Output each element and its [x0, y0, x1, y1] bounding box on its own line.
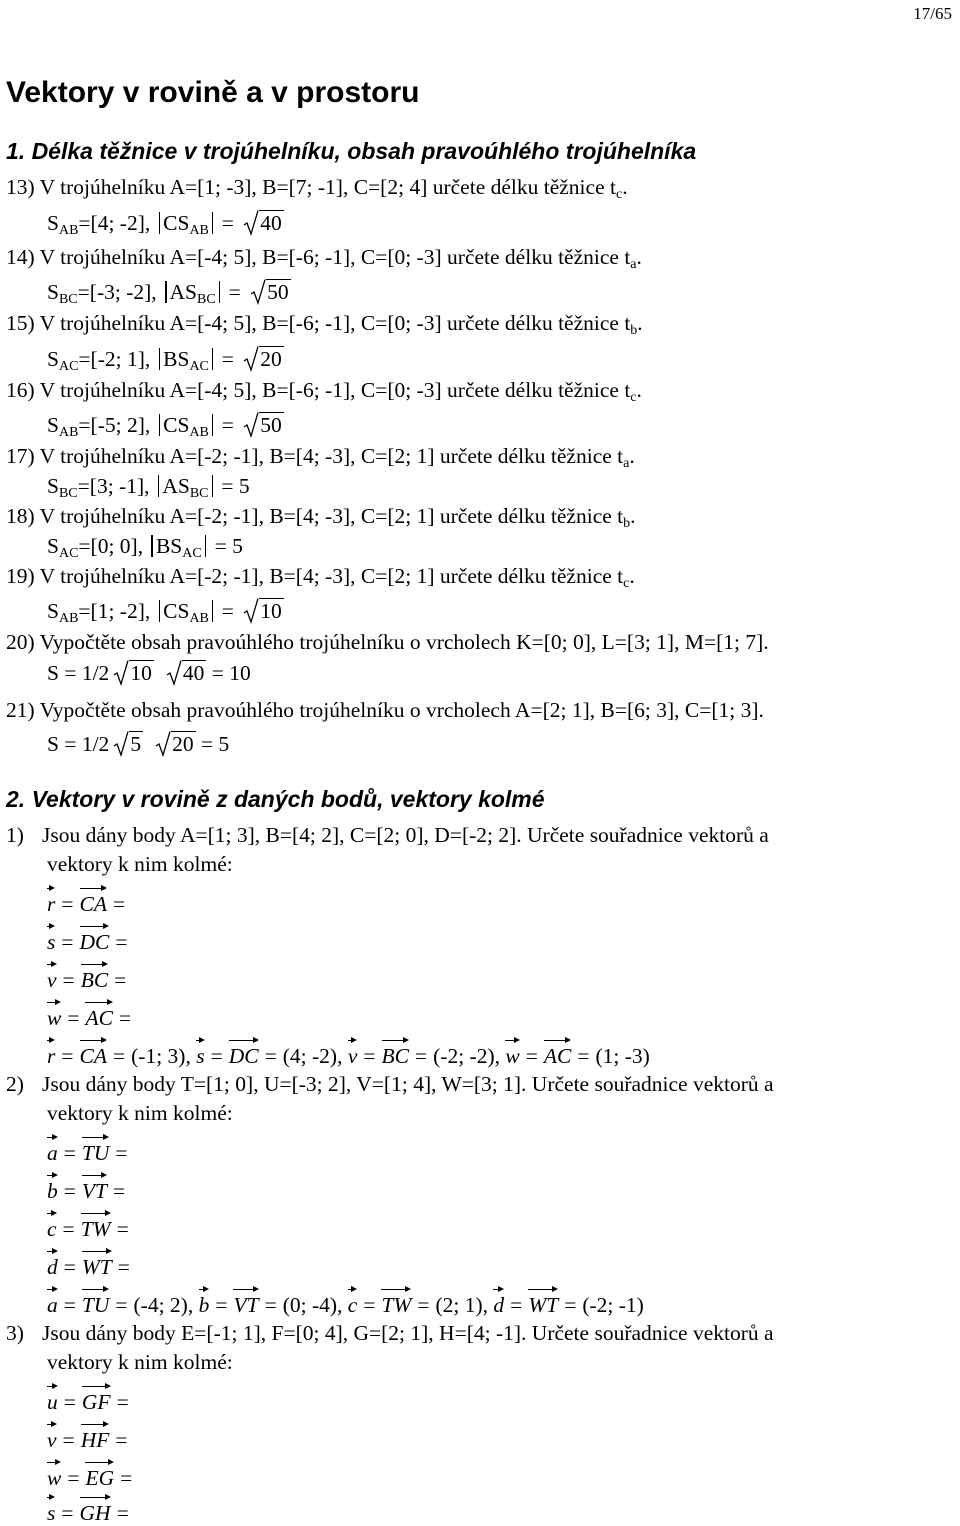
- square-root: 40: [166, 660, 207, 686]
- problem-14: 14) V trojúhelníku A=[-4; 5], B=[-6; -1], C=[0; -3] určete délku těžnice $t_a$.: [6, 245, 642, 272]
- square-root: 50: [250, 279, 291, 305]
- task-1-def-s: s = DC =: [47, 924, 134, 955]
- page-number: 17/65: [913, 4, 952, 23]
- task-1-text: 1) Jsou dány body A=[1; 3], B=[4; 2], C=[2; 0], D=[-2; 2]. Určete souřadnice vektorů a: [6, 823, 769, 847]
- problem-13: 13) V trojúhelníku A=[1; -3], B=[7; -1], C=[2; 4] určete délku těžnice $t_c$.: [6, 175, 628, 202]
- square-root: 40: [243, 210, 284, 236]
- task-1-def-v: v = BC =: [47, 962, 132, 993]
- solution-18: $S_{AC}=[0$; 0], $BS_{AC} = 5$: [47, 534, 243, 561]
- task-3-text-line2: vektory k nim kolmé:: [47, 1350, 233, 1374]
- problem-16: 16) V trojúhelníku A=[-4; 5], B=[-6; -1], C=[0; -3] určete délku těžnice $t_c$.: [6, 378, 642, 405]
- page-title: Vektory v rovině a v prostoru: [6, 76, 420, 109]
- problem-21: 21) Vypočtěte obsah pravoúhlého trojúhelníku o vrcholech A=[2; 1], B=[6; 3], C=[1; 3].: [6, 698, 764, 722]
- square-root: 50: [243, 412, 284, 438]
- solution-20: S = 1/2 10 40 = 10: [47, 661, 251, 685]
- problem-20: 20) Vypočtěte obsah pravoúhlého trojúhelníku o vrcholech K=[0; 0], L=[3; 1], M=[1; 7].: [6, 630, 769, 654]
- problem-15: 15) V trojúhelníku A=[-4; 5], B=[-6; -1], C=[0; -3] určete délku těžnice $t_b$.: [6, 311, 643, 338]
- task-2-def-d: d = WT =: [47, 1249, 136, 1280]
- problem-19: 19) V trojúhelníku A=[-2; -1], B=[4; -3], C=[2; 1] určete délku těžnice $t_c$.: [6, 564, 635, 591]
- task-2-def-b: b = VT =: [47, 1173, 131, 1204]
- task-2-text: 2) Jsou dány body T=[1; 0], U=[-3; 2], V=[1; 4], W=[3; 1]. Určete souřadnice vektorů a: [6, 1072, 774, 1096]
- section-2-heading: 2. Vektory v rovině z daných bodů, vektory kolmé: [6, 786, 545, 812]
- task-1-answers: r = CA = (-1; 3), s = DC = (4; -2), v = BC = (-2; -2), w = AC = (1; -3): [47, 1038, 650, 1069]
- task-3-def-s: s = GH =: [47, 1495, 135, 1526]
- square-root: 20: [243, 346, 284, 372]
- section-1-heading: 1. Délka těžnice v trojúhelníku, obsah pravoúhlého trojúhelníka: [6, 138, 697, 164]
- task-3-text: 3) Jsou dány body E=[-1; 1], F=[0; 4], G=[2; 1], H=[4; -1]. Určete souřadnice vektorů a: [6, 1321, 774, 1345]
- solution-16: $S_{AB}=[-5$; 2], $CS_{AB}$ = 50: [47, 413, 282, 440]
- square-root: 10: [243, 598, 284, 624]
- task-1-text-line2: vektory k nim kolmé:: [47, 852, 233, 876]
- problem-18: 18) V trojúhelníku A=[-2; -1], B=[4; -3], C=[2; 1] určete délku těžnice $t_b$.: [6, 504, 636, 531]
- task-2-answers: a = TU = (-4; 2), b = VT = (0; -4), c = TW = (2; 1), d = WT = (-2; -1): [47, 1287, 644, 1318]
- solution-14: $S_{BC}=[-3$; -2], $AS_{BC}$ = 50: [47, 280, 289, 307]
- solution-17: $S_{BC}=[3$; -1], $AS_{BC} = 5$: [47, 474, 250, 501]
- problem-17: 17) V trojúhelníku A=[-2; -1], B=[4; -3], C=[2; 1] určete délku těžnice $t_a$.: [6, 444, 635, 471]
- task-2-text-line2: vektory k nim kolmé:: [47, 1101, 233, 1125]
- task-3-def-w: w = EG =: [47, 1460, 138, 1491]
- task-3-def-v: v = HF =: [47, 1422, 134, 1453]
- solution-13: $S_{AB}=[4$; -2], $CS_{AB}$ = 40: [47, 211, 282, 238]
- task-2-def-c: c = TW =: [47, 1211, 135, 1242]
- solution-19: $S_{AB}=[1$; -2], $CS_{AB}$ = 10: [47, 599, 282, 626]
- square-root: 10: [113, 660, 154, 686]
- solution-15: $S_{AC}=[-2$; 1], $BS_{AC}$ = 20: [47, 347, 282, 374]
- solution-21: S = 1/2 5 20 = 5: [47, 732, 230, 756]
- task-1-def-w: w = AC =: [47, 1000, 137, 1031]
- task-1-def-r: r = CA =: [47, 886, 131, 917]
- task-2-def-a: a = TU =: [47, 1135, 134, 1166]
- square-root: 5: [113, 731, 143, 757]
- task-3-def-u: u = GF =: [47, 1384, 135, 1415]
- square-root: 20: [155, 731, 196, 757]
